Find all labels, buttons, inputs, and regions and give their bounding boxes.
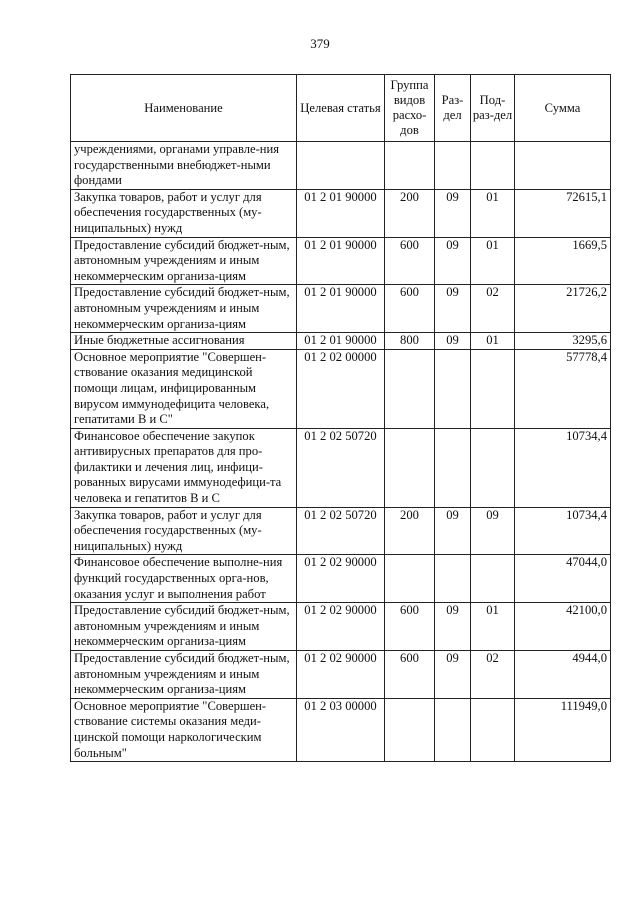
table-row	[71, 285, 611, 333]
header-row	[71, 75, 611, 142]
row-section-cell: 09	[435, 651, 471, 699]
row-subsection-cell: 02	[471, 651, 515, 699]
row-subsection-cell: 02	[471, 285, 515, 333]
row-expense-group-cell: 200	[385, 189, 435, 237]
row-expense-group-cell	[385, 428, 435, 507]
table-row	[71, 603, 611, 651]
row-name-cell: Основное мероприятие "Совершен-ствование оказания медицинской помощи лицам, инфицированным вирусом иммунодефицита человека, гепатитами В и С"	[71, 349, 297, 428]
row-target-article-cell: 01 2 03 00000	[297, 698, 385, 761]
row-expense-group-cell: 600	[385, 651, 435, 699]
row-sum-cell: 111949,0	[515, 698, 611, 761]
row-sum-cell: 4944,0	[515, 651, 611, 699]
row-subsection-cell	[471, 142, 515, 190]
row-target-article-cell: 01 2 02 50720	[297, 507, 385, 555]
row-name-cell: Предоставление субсидий бюджет-ным, автономным учреждениям и иным некоммерческим организа-циям	[71, 237, 297, 285]
row-section-cell: 09	[435, 603, 471, 651]
row-target-article-cell: 01 2 02 90000	[297, 651, 385, 699]
row-sum-cell: 3295,6	[515, 333, 611, 350]
header-expense-group: Группа видов расхо-дов	[385, 75, 435, 142]
row-sum-cell: 42100,0	[515, 603, 611, 651]
row-sum-cell: 72615,1	[515, 189, 611, 237]
row-sum-cell: 10734,4	[515, 507, 611, 555]
table-row	[71, 428, 611, 507]
row-section-cell: 09	[435, 237, 471, 285]
row-section-cell	[435, 698, 471, 761]
row-name-cell: учреждениями, органами управле-ния государственными внебюджет-ными фондами	[71, 142, 297, 190]
row-sum-cell	[515, 142, 611, 190]
row-name-cell: Иные бюджетные ассигнования	[71, 333, 297, 350]
table-row	[71, 142, 611, 190]
row-section-cell: 09	[435, 285, 471, 333]
row-section-cell	[435, 428, 471, 507]
row-target-article-cell: 01 2 01 90000	[297, 333, 385, 350]
row-sum-cell: 1669,5	[515, 237, 611, 285]
header-section: Раз-дел	[435, 75, 471, 142]
table-row	[71, 333, 611, 350]
row-target-article-cell: 01 2 02 50720	[297, 428, 385, 507]
row-target-article-cell: 01 2 01 90000	[297, 285, 385, 333]
row-name-cell: Финансовое обеспечение закупок антивирусных препаратов для про-филактики и лечения лиц, инфици-рованных вирусами иммунодефици-та человека и гепатитов В и С	[71, 428, 297, 507]
row-target-article-cell: 01 2 02 00000	[297, 349, 385, 428]
row-section-cell: 09	[435, 189, 471, 237]
row-section-cell	[435, 142, 471, 190]
row-sum-cell: 47044,0	[515, 555, 611, 603]
header-subsection: Под-раз-дел	[471, 75, 515, 142]
row-sum-cell: 10734,4	[515, 428, 611, 507]
row-expense-group-cell: 600	[385, 285, 435, 333]
row-expense-group-cell	[385, 698, 435, 761]
table-row	[71, 189, 611, 237]
table-row	[71, 349, 611, 428]
row-name-cell: Закупка товаров, работ и услуг для обеспечения государственных (му-ниципальных) нужд	[71, 507, 297, 555]
row-expense-group-cell: 800	[385, 333, 435, 350]
row-subsection-cell	[471, 428, 515, 507]
page-number: 379	[310, 36, 330, 51]
row-name-cell: Основное мероприятие "Совершен-ствование системы оказания меди-цинской помощи наркологическим больным"	[71, 698, 297, 761]
row-expense-group-cell	[385, 555, 435, 603]
row-expense-group-cell: 600	[385, 603, 435, 651]
row-name-cell: Предоставление субсидий бюджет-ным, автономным учреждениям и иным некоммерческим организа-циям	[71, 285, 297, 333]
row-section-cell: 09	[435, 507, 471, 555]
row-expense-group-cell	[385, 142, 435, 190]
table-body	[71, 142, 611, 762]
row-target-article-cell: 01 2 02 90000	[297, 555, 385, 603]
row-section-cell	[435, 555, 471, 603]
row-subsection-cell: 01	[471, 603, 515, 651]
row-expense-group-cell: 600	[385, 237, 435, 285]
budget-table	[70, 74, 611, 762]
header-target-article: Целевая статья	[297, 75, 385, 142]
row-name-cell: Предоставление субсидий бюджет-ным, автономным учреждениям и иным некоммерческим организа-циям	[71, 651, 297, 699]
row-sum-cell: 21726,2	[515, 285, 611, 333]
row-subsection-cell	[471, 698, 515, 761]
row-name-cell: Предоставление субсидий бюджет-ным, автономным учреждениям и иным некоммерческим организа-циям	[71, 603, 297, 651]
header-name: Наименование	[71, 75, 297, 142]
row-subsection-cell	[471, 555, 515, 603]
row-expense-group-cell: 200	[385, 507, 435, 555]
row-target-article-cell: 01 2 01 90000	[297, 237, 385, 285]
header-sum: Сумма	[515, 75, 611, 142]
row-subsection-cell: 01	[471, 189, 515, 237]
row-subsection-cell	[471, 349, 515, 428]
row-subsection-cell: 09	[471, 507, 515, 555]
table-row	[71, 698, 611, 761]
row-section-cell: 09	[435, 333, 471, 350]
table-row	[71, 651, 611, 699]
row-section-cell	[435, 349, 471, 428]
table-row	[71, 555, 611, 603]
row-name-cell: Закупка товаров, работ и услуг для обеспечения государственных (му-ниципальных) нужд	[71, 189, 297, 237]
row-name-cell: Финансовое обеспечение выполне-ния функций государственных орга-нов, оказания услуг и выполнения работ	[71, 555, 297, 603]
row-sum-cell: 57778,4	[515, 349, 611, 428]
row-subsection-cell: 01	[471, 333, 515, 350]
row-expense-group-cell	[385, 349, 435, 428]
row-subsection-cell: 01	[471, 237, 515, 285]
row-target-article-cell: 01 2 01 90000	[297, 189, 385, 237]
row-target-article-cell	[297, 142, 385, 190]
table-row	[71, 507, 611, 555]
table-row	[71, 237, 611, 285]
row-target-article-cell: 01 2 02 90000	[297, 603, 385, 651]
